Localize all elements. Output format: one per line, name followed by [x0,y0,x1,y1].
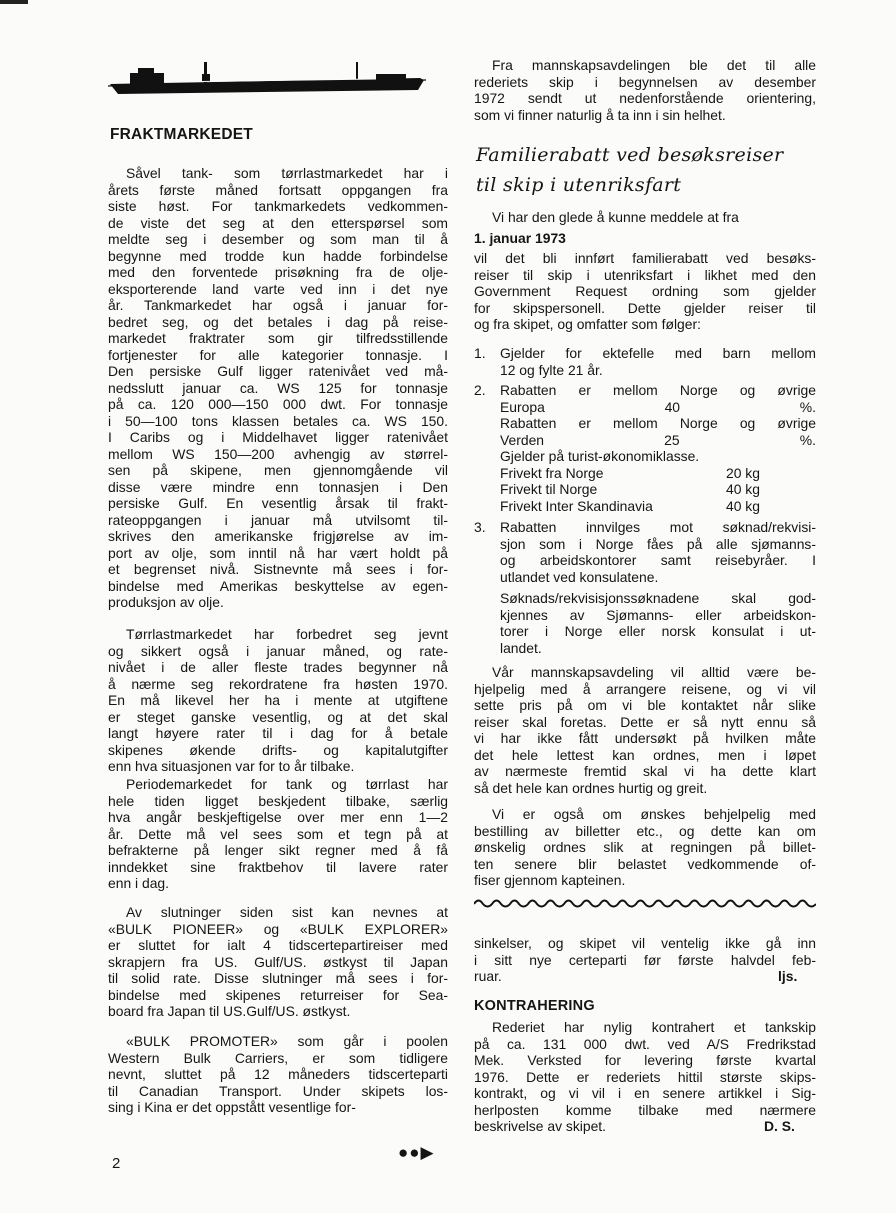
text-line: Gjelder på turist-økonomiklasse. [500,448,700,464]
text-line: ruar. [474,968,502,984]
text-line: herlposten komme tilbake med nærmere [474,1101,816,1118]
text-line: 1976. Dette er rederiets hittil største skips- [474,1068,816,1085]
baggage-allowance-table [500,465,816,515]
text-line: nedsslutt januar ca. WS 125 for tonnasje [108,379,448,396]
intro-paragraph [474,57,816,123]
text-line: i 50—100 tons klassen betales ca. WS 150. [108,412,448,429]
signature-ljs: ljs. [778,968,798,984]
text-line: vil det bli innført familierabatt ved besøks- [474,250,816,266]
help-paragraph [474,664,816,796]
text-line: skrives den amerikanske frigjørelse av im- [108,528,448,544]
text-line: bindelse med skipenes returreiser for Sea- [108,986,448,1003]
text-line: hjelpelig med å arrangere reisene, og vi vil [474,680,816,697]
text-line: Søknads/rekvisisjonssøknadene skal god- [500,590,816,606]
text-line: bindelse med Amerikas beskyttelse av egen- [108,577,448,594]
text-line: befrakterne på lenger sikt regner med å få [108,842,448,858]
text-line: bedret seg, og det betales i dag på reise- [108,313,448,330]
text-line: Europa 40 %. [500,398,816,415]
text-line: Av slutninger siden sist kan nevnes at [126,904,448,920]
text-line: Gjelder for ektefelle med barn mellom [500,345,816,361]
text-line: i sitt nye certeparti før første halvdel feb- [474,951,816,968]
text-line: og sikkert også i januar måned, og rate- [108,642,448,659]
corner-mark [0,0,28,4]
text-line: enn i dag. [108,875,170,891]
text-line: sinkelser, og skipet vil ventelig ikke gå inn [474,935,816,951]
text-line: av nærmeste fremtid skal vi ha dette klart [474,763,816,779]
text-line: mellom WS 150—200 avhengig av størrel- [108,445,448,462]
text-line: hele tiden ligget beskjedent tilbake, særlig [108,792,448,809]
fraktmarkedet-paragraph-3 [108,776,448,892]
text-line: bestilling av billetter etc., og dette kan om [474,822,816,839]
text-line: torer i Norge eller norsk konsulat i ut- [500,623,816,639]
title-line: Familierabatt ved besøksreiser [476,144,784,166]
text-line: meldte seg i desember og som man til å [108,231,448,247]
text-line: Tørrlastmarkedet har forbedret seg jevnt [126,626,448,642]
text-line: siste høst. For tankmarkedets vedkommen- [108,198,448,214]
text-line: de viste det seg at den etterspørsel som [108,214,448,231]
text-line: et begrenset nivå. Sistnevnte må sees i for- [108,561,448,577]
text-line: som vi finner naturlig å ta inn i sin helhet. [474,106,726,123]
text-line: kontrakt, og vi vil i en senere artikkel i Sig- [474,1085,816,1101]
text-line: Government Request ordning som gjelder [474,283,816,299]
text-line: på ca. 131 000 dwt. ved A/S Fredrikstad [474,1035,816,1052]
text-line: persiske Gulf. En vesentlig årsak til frakt- [108,495,448,511]
text-line: beskrivelse av skipet. [474,1118,607,1134]
text-line: rateoppgangen i januar må utvilsomt til- [108,511,448,528]
text-line: fiser gjennom kapteinen. [474,872,626,888]
text-line: Rabatten er mellom Norge og øvrige [500,415,816,431]
text-line: kjennes av Sjømanns- eller arbeidskon- [500,606,816,623]
text-line: til solid rate. Disse slutninger må sees i for- [108,970,448,986]
baggage-label: Frivekt til Norge [500,481,598,497]
text-line: Mek. Verksted for levering første kvartal [474,1052,816,1068]
text-line: port av olje, som inntil nå har vært holdt på [108,544,448,561]
text-line: Rabatten innvilges mot søknad/rekvisi- [500,519,816,535]
text-line: landet. [500,639,542,656]
text-line: Periodemarkedet for tank og tørrlast har [126,776,448,792]
list-item-2: 2. Rabatten er mellom Norge og øvrige Europa 40 %. Rabatten er mellom Norge og øvrige Verden 25 %. Gjelder på turist-økonomiklasse. Frivekt fra Norge 20 kg Frivekt til Norge 40 kg Frivekt Inter Skandinavia 40 kg [474,382,816,514]
text-line: Fra mannskapsavdelingen ble det til alle [492,57,816,73]
text-line: nivået i de aller fleste trades begynner nå [108,659,448,675]
familierabatt-body [474,250,816,333]
text-line: 1972 sendt ut nedenforstående orientering, [474,90,816,106]
text-line: board fra Japan til US.Gulf/US. østkyst. [108,1003,351,1019]
text-line: vi har ikke fått undersøkt på hvilken måte [474,730,816,746]
text-line: Den persiske Gulf ligger ratenivået ved må- [108,363,448,379]
text-line: Western Bulk Carriers, er som tidligere [108,1049,448,1066]
text-line: «BULK PIONEER» og «BULK EXPLORER» [108,920,448,937]
fraktmarkedet-heading: FRAKTMARKEDET [110,126,253,143]
page-number: 2 [112,1155,121,1172]
tanker-ship-illustration [108,56,426,100]
list-item-1: 1. Gjelder for ektefelle med barn mellom 12 og fylte 21 år. [474,345,816,378]
text-line: år. Tankmarkedet har også i januar for- [108,297,448,313]
text-line: enn hva situasjonen var for to år tilbake. [108,758,355,774]
text-line: utlandet ved konsulatene. [500,568,659,585]
text-line: langt høyere rater til i dag for å betale [108,725,448,741]
tickets-paragraph [474,806,816,889]
text-line: Vår mannskapsavdeling vil alltid være be- [492,664,816,680]
text-line: rederiets skip i begynnelsen av desember [474,73,816,90]
text-line: eksporterende land varte ved inn i det nye [108,280,448,297]
lead-line: Vi har den glede å kunne meddele at fra [492,209,739,225]
text-line: på ca. 120 000—150 000 dwt. For tonnasje [108,396,448,412]
text-line: Vi er også om ønskes behjelpelig med [492,806,816,822]
text-line: årets første måned fortsatt oppgangen fra [108,181,448,198]
text-line: sette pris på om vi ble kontaktet når slike [474,697,816,713]
baggage-value: 40 kg [726,481,760,497]
baggage-label: Frivekt Inter Skandinavia [500,497,653,514]
text-line: 12 og fylte 21 år. [500,361,603,378]
text-line: skrapjern fra US. Gulf/US. østkyst til Japan [108,953,448,970]
baggage-value: 40 kg [726,497,760,514]
text-line: sen på skipene, men gjennomgående vil [108,462,448,478]
effective-date: 1. januar 1973 [474,230,566,246]
kontrahering-heading: KONTRAHERING [474,998,595,1014]
familierabatt-title [476,140,818,200]
text-line: for skipspersonell. Dette gjelder reiser til [474,299,816,316]
text-line: til Canadian Transport. Under skipets los- [108,1082,448,1099]
wavy-divider [474,896,816,910]
fraktmarkedet-paragraph-2 [108,626,448,775]
text-line: med den forventede prisøkning fra de olje- [108,264,448,280]
title-line: til skip i utenriksfart [476,174,682,196]
signature-ds: D. S. [764,1118,795,1134]
fraktmarkedet-paragraph-5 [108,1033,448,1116]
text-line: produksjon av olje. [108,594,224,610]
text-line: og arbeidskontorer samt reisebyråer. I [500,552,816,568]
text-line: Rabatten er mellom Norge og øvrige [500,382,816,398]
fraktmarkedet-paragraph-4 [108,904,448,1020]
text-line: reiser til skip i utenriksfart i likhet med den [474,266,816,283]
text-line: sing i Kina er det oppstått vesentlige for- [108,1099,356,1115]
baggage-value: 20 kg [726,464,760,481]
text-line: er sluttet for ialt 4 tidscertepartireiser med [108,937,448,953]
text-line: nevnt, sluttet på 12 måneders tidscerteparti [108,1066,448,1082]
text-line: ønskelig ordnes slik at regningen på billet- [474,839,816,855]
text-line: hva angår beskjeftigelse over mer enn 1—2 [108,809,448,825]
text-line: «BULK PROMOTER» som går i poolen [126,1033,448,1049]
list-item-3: 3. Rabatten innvilges mot søknad/rekvisi- sjon som i Norge fåes på alle sjømanns- og arbeidskontorer samt reisebyråer. I utlandet ved konsulatene. Søknads/rekvisisjonssøknadene skal god- kjennes av Sjømanns- eller arbeidskon- torer i Norge eller norsk konsulat i ut- landet. [474,519,816,656]
text-line: inndekket sine fraktbehov til lavere rater [108,858,448,875]
text-line: så det hele kan ordnes hurtig og greit. [474,779,708,796]
text-line: disse være mindre enn tonnasjen i Den [108,478,448,495]
text-line: markedet fraktrater som gir tilfredsstillende [108,330,448,346]
text-line: å nærme seg rekordratene fra høsten 1970. [108,675,448,692]
text-line: ten senere blir belastet vedkommende of- [474,855,816,872]
text-line: sjon som i Norge fåes på alle sjømanns- [500,535,816,552]
text-line: skipenes økende drifts- og kapitalutgifter [108,741,448,758]
text-line: det hele lettest kan ordnes, men i løpet [474,746,816,763]
text-line: og fra skipet, og omfatter som følger: [474,316,701,332]
text-line: Såvel tank- som tørrlastmarkedet har i [126,165,448,181]
text-line: fortjenester for alle kategorier tonnasje. I [108,346,448,363]
text-line: I Caribs og i Middelhavet ligger ratenivået [108,429,448,445]
text-line: En må likevel her ha i mente at utgiftene [108,692,448,708]
text-line: er steget ganske vesentlig, og at det skal [108,708,448,725]
continued-arrow-icon: ●●▶ [398,1143,435,1162]
baggage-label: Frivekt fra Norge [500,464,604,481]
text-line: Rederiet har nylig kontrahert et tankskip [492,1019,816,1035]
text-line: reiser skal foretas. Dette er så nytt ennu så [474,713,816,730]
text-line: Verden 25 %. [500,431,816,448]
text-line: år. Dette må vel sees som et tegn på at [108,825,448,842]
continued-text [474,935,816,985]
text-line: begynne med trodde kun hadde forbindelse [108,247,448,264]
fraktmarkedet-paragraph-1 [108,165,448,611]
